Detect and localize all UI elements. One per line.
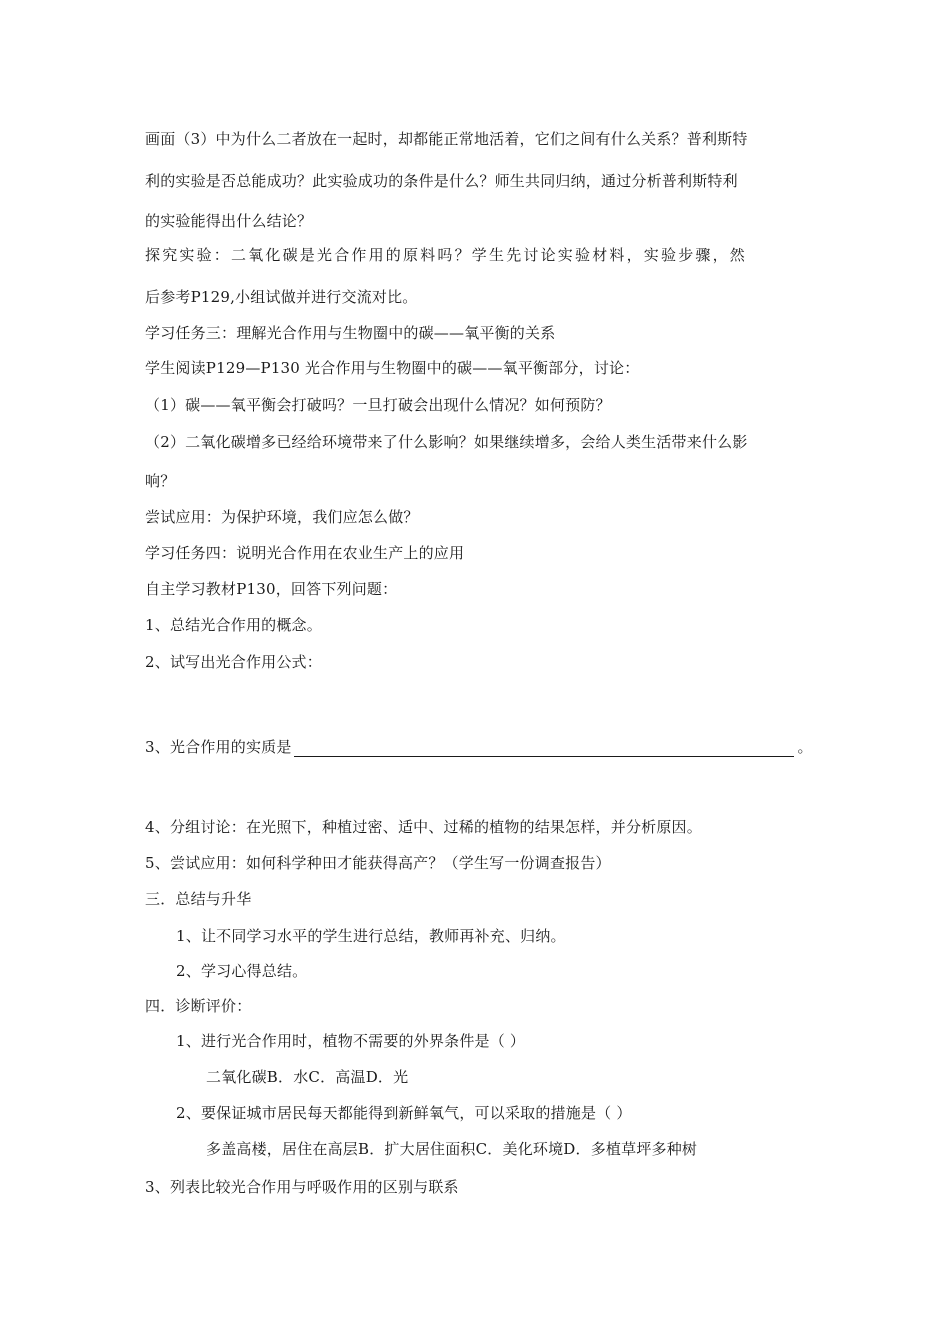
quiz-options: 多盖高楼，居住在高层B．扩大居住面积C．美化环境D．多植草坪多种树 <box>206 1140 698 1158</box>
question-end: 。 <box>797 738 813 756</box>
quiz-options: 二氧化碳B．水C．高温D．光 <box>206 1068 409 1086</box>
question-item: 5、尝试应用：如何科学种田才能获得高产？（学生写一份调查报告） <box>145 854 611 872</box>
paragraph-line: 的实验能得出什么结论？ <box>145 212 313 230</box>
list-item: 2、学习心得总结。 <box>176 962 308 980</box>
question-item: （2）二氧化碳增多已经给环境带来了什么影响？如果继续增多，会给人类生活带来什么影 <box>145 433 748 451</box>
answer-blank[interactable] <box>294 740 794 757</box>
section-heading: 三．总结与升华 <box>145 890 252 908</box>
paragraph-line: 响？ <box>145 472 176 490</box>
question-text: 3、光合作用的实质是 <box>145 738 292 756</box>
question-item: 2、试写出光合作用公式： <box>145 653 322 671</box>
section-heading: 四．诊断评价： <box>145 997 252 1015</box>
paragraph-line: 画面（3）中为什么二者放在一起时，却都能正常地活着，它们之间有什么关系？普利斯特 <box>145 130 748 148</box>
quiz-question: 2、要保证城市居民每天都能得到新鲜氧气，可以采取的措施是（ ） <box>176 1104 632 1122</box>
paragraph-line: 后参考P129,小组试做并进行交流对比。 <box>145 288 418 306</box>
paragraph-line: 学生阅读P129—P130 光合作用与生物圈中的碳——氧平衡部分，讨论： <box>145 359 640 377</box>
paragraph-line: 探究实验：二氧化碳是光合作用的原料吗？学生先讨论实验材料，实验步骤，然 <box>145 246 748 264</box>
task-heading: 学习任务三：理解光合作用与生物圈中的碳——氧平衡的关系 <box>145 324 556 342</box>
fill-in-question <box>145 737 813 757</box>
question-item: （1）碳——氧平衡会打破吗？一旦打破会出现什么情况？如何预防？ <box>145 396 611 414</box>
paragraph-line: 尝试应用：为保护环境，我们应怎么做？ <box>145 508 419 526</box>
list-item: 1、让不同学习水平的学生进行总结，教师再补充、归纳。 <box>176 927 566 945</box>
quiz-question: 1、进行光合作用时，植物不需要的外界条件是（ ） <box>176 1032 526 1050</box>
question-item: 4、分组讨论：在光照下，种植过密、适中、过稀的植物的结果怎样，并分析原因。 <box>145 818 702 836</box>
quiz-question: 3、列表比较光合作用与呼吸作用的区别与联系 <box>145 1178 459 1196</box>
task-heading: 学习任务四：说明光合作用在农业生产上的应用 <box>145 544 465 562</box>
question-item: 1、总结光合作用的概念。 <box>145 616 322 634</box>
paragraph-line: 自主学习教材P130，回答下列问题： <box>145 580 398 598</box>
paragraph-line: 利的实验是否总能成功？此实验成功的条件是什么？师生共同归纳，通过分析普利斯特利 <box>145 172 738 190</box>
